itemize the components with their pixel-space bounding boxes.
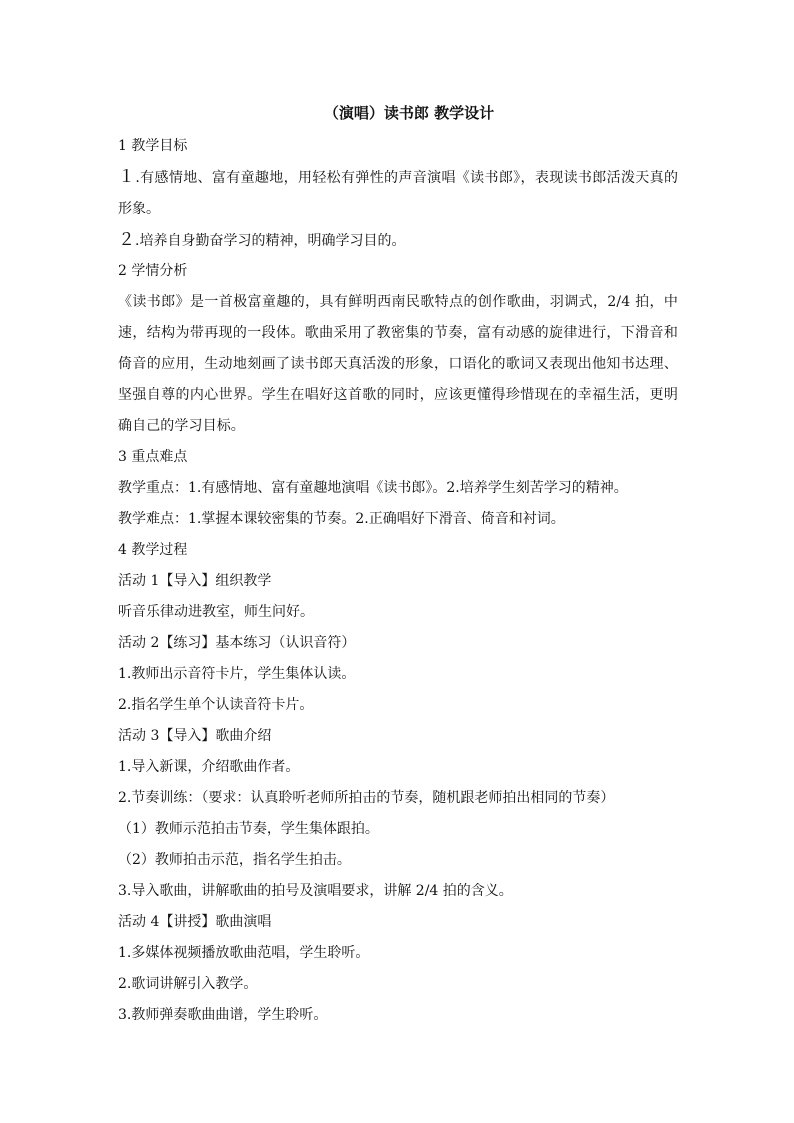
section-heading-analysis: 2 学情分析	[118, 263, 188, 279]
goal-item-2-number: ２	[118, 230, 135, 250]
goal-item-1	[118, 162, 678, 225]
analysis-paragraph: 《读书郎》是一首极富童趣的，具有鲜明西南民歌特点的创作歌曲，羽调式，2/4 拍，中速，结构为带再现的一段体。歌曲采用了教密集的节奏，富有动感的旋律进行，下滑音和倚音的应用，生动地刻画了读书郎天真活泼的形象，口语化的歌词又表现出他知书达理、坚强自尊的内心世界。学生在唱好这首歌的同时，应该更懂得珍惜现在的幸福生活，更明确自己的学习目标。	[118, 294, 678, 434]
activity-4-heading: 活动 4【讲授】歌曲演唱	[118, 914, 272, 930]
activity-3-heading: 活动 3【导入】歌曲介绍	[118, 728, 272, 744]
goal-item-1-text: .有感情地、富有童趣地，用轻松有弹性的声音演唱《读书郎》，表现读书郎活泼天真的形象。	[118, 170, 679, 217]
activity-2-heading: 活动 2【练习】基本练习（认识音符）	[118, 635, 356, 651]
activity-1-line-1: 听音乐律动进教室，师生问好。	[118, 604, 314, 620]
section-heading-key-points: 3 重点难点	[118, 449, 188, 465]
difficult-points-line: 教学难点：1.掌握本课较密集的节奏。2.正确唱好下滑音、倚音和衬词。	[118, 511, 565, 527]
goal-item-2-text: .培养自身勤奋学习的精神，明确学习目的。	[135, 233, 406, 249]
goal-item-2	[118, 225, 678, 256]
activity-3-line-4: （2）教师拍击示范，指名学生拍击。	[118, 852, 351, 868]
activity-2-line-2: 2.指名学生单个认读音符卡片。	[118, 697, 314, 713]
document-title: （演唱）读书郎 教学设计	[323, 104, 495, 122]
activity-3-line-5: 3.导入歌曲，讲解歌曲的拍号及演唱要求，讲解 2/4 拍的含义。	[118, 883, 513, 899]
key-points-line: 教学重点：1.有感情地、富有童趣地演唱《读书郎》。2.培养学生刻苦学习的精神。	[118, 480, 628, 496]
section-heading-goals: 1 教学目标	[118, 138, 188, 154]
document-body	[118, 101, 678, 1031]
activity-4-line-1: 1.多媒体视频播放歌曲范唱，学生聆听。	[118, 945, 370, 961]
section-heading-process: 4 教学过程	[118, 542, 188, 558]
activity-3-line-2: 2.节奏训练：（要求：认真聆听老师所拍击的节奏，随机跟老师拍出相同的节奏）	[118, 790, 615, 806]
activity-2-line-1: 1.教师出示音符卡片，学生集体认读。	[118, 666, 356, 682]
activity-1-heading: 活动 1【导入】组织教学	[118, 573, 272, 589]
activity-3-line-1: 1.导入新课，介绍歌曲作者。	[118, 759, 300, 775]
goal-item-1-number: １	[118, 167, 136, 187]
activity-4-line-2: 2.歌词讲解引入教学。	[118, 976, 258, 992]
activity-3-line-3: （1）教师示范拍击节奏，学生集体跟拍。	[118, 821, 379, 837]
activity-4-line-3: 3.教师弹奏歌曲曲谱，学生聆听。	[118, 1007, 328, 1023]
